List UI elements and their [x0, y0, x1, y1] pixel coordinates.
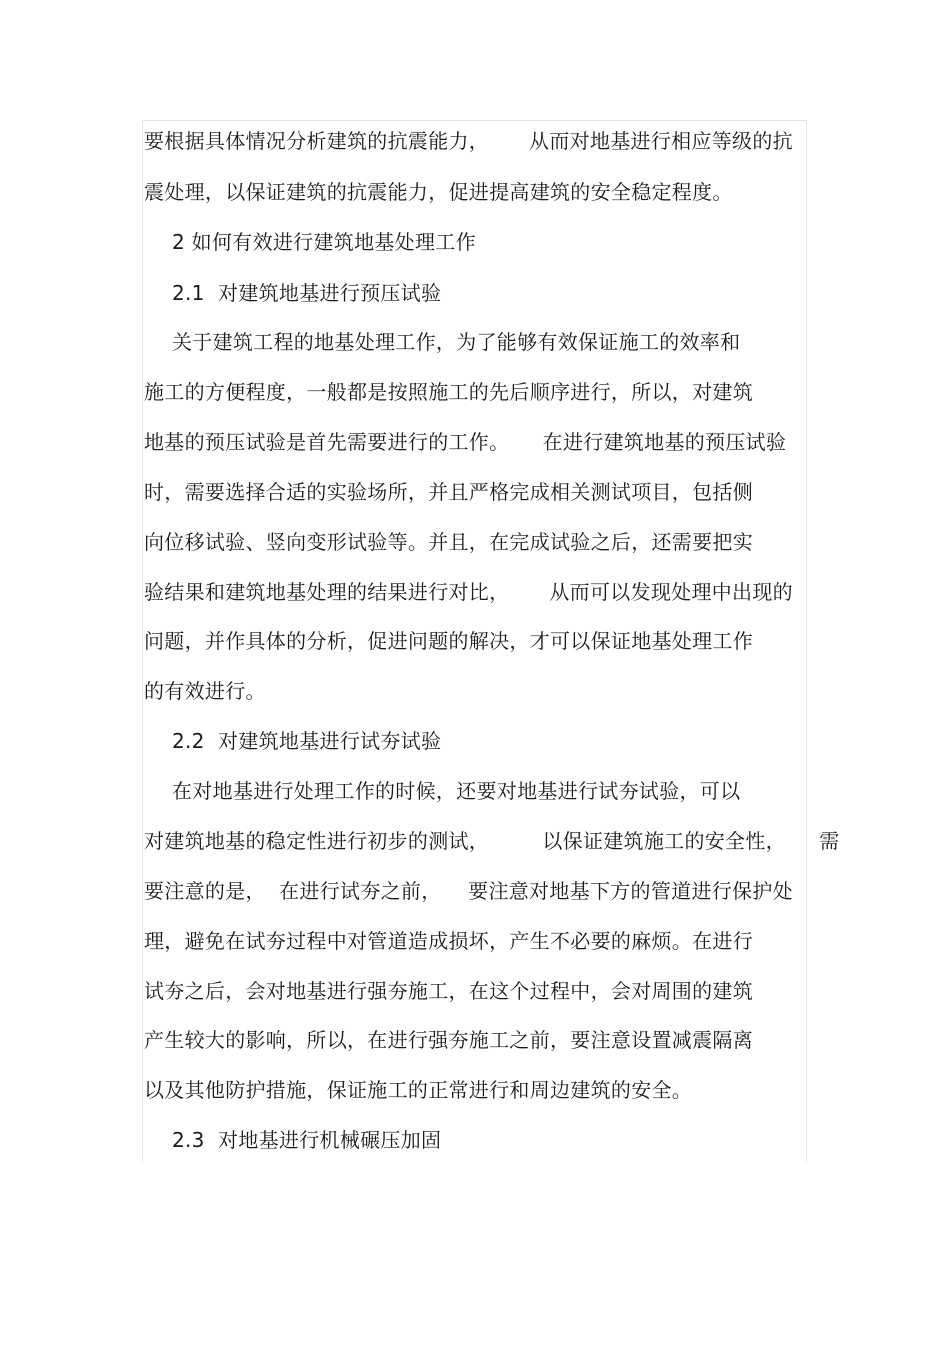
- body-text-line: 问题，并作具体的分析，促进问题的解决，才可以保证地基处理工作: [144, 629, 753, 653]
- paragraph-first-line: 关于建筑工程的地基处理工作，为了能够有效保证施工的效率和: [172, 330, 741, 354]
- body-text-line: 以及其他防护措施，保证施工的正常进行和周边建筑的安全。: [144, 1078, 693, 1102]
- body-text-line: 的有效进行。: [144, 679, 266, 703]
- subsection-heading: 2.2 对建筑地基进行试夯试验: [172, 729, 442, 753]
- body-text-line: 震处理，以保证建筑的抗震能力，促进提高建筑的安全稳定程度。: [144, 180, 733, 204]
- subsection-heading: 2.3 对地基进行机械碾压加固: [172, 1128, 442, 1152]
- body-text-line: 向位移试验、竖向变形试验等。并且，在完成试验之后，还需要把实: [144, 530, 753, 554]
- body-text-line: 要根据具体情况分析建筑的抗震能力， 从而对地基进行相应等级的抗: [144, 129, 793, 153]
- body-text-line: 地基的预压试验是首先需要进行的工作。 在进行建筑地基的预压试验: [144, 430, 787, 454]
- body-text-line: 理，避免在试夯过程中对管道造成损坏，产生不必要的麻烦。在进行: [144, 929, 753, 953]
- body-text-line: 要注意的是， 在进行试夯之前， 要注意对地基下方的管道进行保护处: [144, 879, 793, 903]
- paragraph-first-line: 在对地基进行处理工作的时候，还要对地基进行试夯试验，可以: [172, 779, 741, 803]
- body-text-line: 对建筑地基的稳定性进行初步的测试， 以保证建筑施工的安全性， 需: [144, 829, 840, 853]
- body-text-line: 施工的方便程度，一般都是按照施工的先后顺序进行，所以，对建筑: [144, 380, 753, 404]
- body-text-line: 试夯之后，会对地基进行强夯施工，在这个过程中，会对周围的建筑: [144, 979, 753, 1003]
- section-heading: 2 如何有效进行建筑地基处理工作: [172, 230, 476, 254]
- body-text-line: 时，需要选择合适的实验场所，并且严格完成相关测试项目，包括侧: [144, 480, 753, 504]
- subsection-heading: 2.1 对建筑地基进行预压试验: [172, 281, 442, 305]
- body-text-line: 验结果和建筑地基处理的结果进行对比， 从而可以发现处理中出现的: [144, 580, 793, 604]
- body-text-line: 产生较大的影响，所以，在进行强夯施工之前，要注意设置减震隔离: [144, 1028, 753, 1052]
